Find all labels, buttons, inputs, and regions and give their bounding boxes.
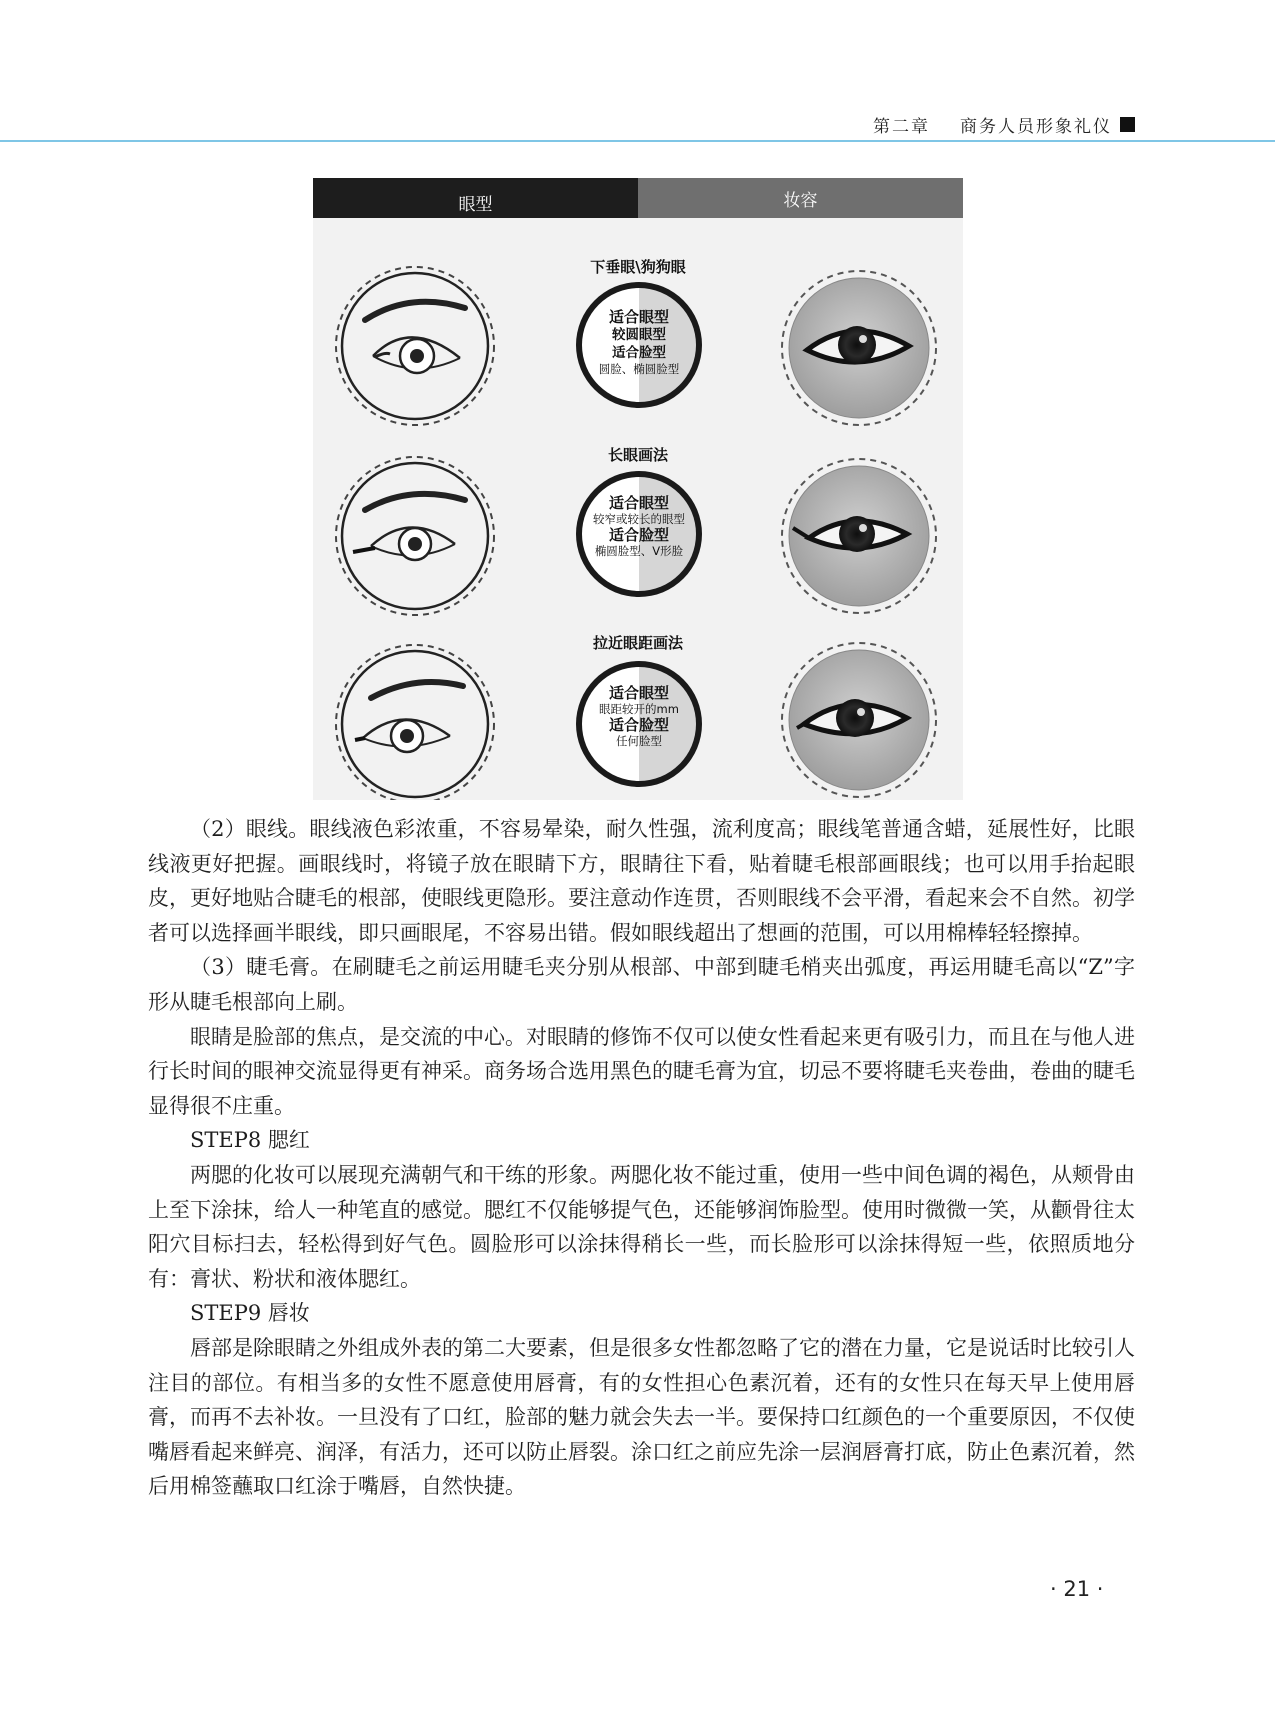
paragraph-eyeliner: （2）眼线。眼线液色彩浓重，不容易晕染，耐久性强，流利度高；眼线笔普通含蜡，延展性好，比眼线液更好把握。画眼线时，将镜子放在眼睛下方，眼睛往下看，贴着睫毛根部画眼线；也可以用手抬起眼皮，更好地贴合睫毛的根部，使眼线更隐形。要注意动作连贯，否则眼线不会平滑，看起来会不自然。初学者可以选择画半眼线，即只画眼尾，不容易出错。假如眼线超出了想画的范围，可以用棉棒轻轻擦掉。 bbox=[148, 817, 1135, 945]
figure-body bbox=[313, 218, 963, 800]
row1-badge-text bbox=[577, 308, 701, 376]
paragraph-lips: 唇部是除眼睛之外组成外表的第二大要素，但是很多女性都忽略了它的潜在力量，它是说话时比较引人注目的部位。有相当多的女性不愿意使用唇膏，有的女性担心色素沉着，还有的女性只在每天早上使用唇膏，而再不去补妆。一旦没有了口红，脸部的魅力就会失去一半。要保持口红颜色的一个重要原因，不仅使嘴唇看起来鲜亮、润泽，有活力，还可以防止唇裂。涂口红之前应先涂一层润唇膏打底，防止色素沉着，然后用棉签蘸取口红涂于嘴唇，自然快捷。 bbox=[148, 1335, 1135, 1499]
row3-sketch-eye bbox=[336, 645, 494, 800]
paragraph-mascara: （3）睫毛膏。在刷睫毛之前运用睫毛夹分别从根部、中部到睫毛梢夹出弧度，再运用睫毛高以“Z”字形从睫毛根部向上刷。 bbox=[148, 955, 1135, 1014]
row2-photo-eye bbox=[782, 459, 936, 613]
row2-face-label: 适合脸型 bbox=[608, 526, 669, 544]
row3-badge-text bbox=[577, 684, 701, 748]
page-number: · 21 · bbox=[1050, 1577, 1104, 1601]
chapter-title: 商务人员形象礼仪 bbox=[960, 117, 1112, 137]
row1-face-value: 圆脸、椭圆脸型 bbox=[598, 362, 680, 376]
header-square-icon bbox=[1120, 117, 1135, 132]
row3-title: 拉近眼距画法 bbox=[592, 634, 683, 652]
running-header bbox=[873, 112, 1135, 137]
figure-header bbox=[313, 178, 963, 218]
chapter-label: 第二章 bbox=[873, 117, 930, 137]
row1-eye-label: 适合眼型 bbox=[608, 308, 669, 326]
row3-eye-value: 眼距较开的mm bbox=[599, 702, 679, 716]
row1-sketch-eye bbox=[336, 267, 494, 425]
row1-photo-eye bbox=[782, 271, 936, 425]
row2-eye-value: 较窄或较长的眼型 bbox=[593, 512, 685, 526]
figure-col-right: 妆容 bbox=[638, 178, 963, 218]
row2-face-value: 椭圆脸型、V形脸 bbox=[594, 544, 684, 558]
row2-badge-text bbox=[577, 494, 701, 558]
header-rule bbox=[0, 140, 1275, 142]
row3-face-label: 适合脸型 bbox=[608, 716, 669, 734]
body-text bbox=[148, 812, 1135, 1504]
figure-col-left: 眼型 bbox=[313, 178, 638, 218]
step8-heading: STEP8 腮红 bbox=[190, 1128, 310, 1153]
row1-eye-value: 较圆眼型 bbox=[612, 327, 666, 343]
paragraph-eye-focus: 眼睛是脸部的焦点，是交流的中心。对眼睛的修饰不仅可以使女性看起来更有吸引力，而且在与他人进行长时间的眼神交流显得更有神采。商务场合选用黑色的睫毛膏为宜，切忌不要将睫毛夹卷曲，卷曲的睫毛显得很不庄重。 bbox=[148, 1024, 1135, 1118]
row2-title: 长眼画法 bbox=[607, 446, 668, 464]
eye-makeup-figure bbox=[313, 178, 963, 800]
row3-face-value: 任何脸型 bbox=[616, 734, 662, 748]
step9-heading: STEP9 唇妆 bbox=[190, 1301, 310, 1326]
paragraph-blush: 两腮的化妆可以展现充满朝气和干练的形象。两腮化妆不能过重，使用一些中间色调的褐色，从颊骨由上至下涂抹，给人一种笔直的感觉。腮红不仅能够提气色，还能够润饰脸型。使用时微微一笑，从颧骨往太阳穴目标扫去，轻松得到好气色。圆脸形可以涂抹得稍长一些，而长脸形可以涂抹得短一些，依照质地分有：膏状、粉状和液体腮红。 bbox=[148, 1162, 1135, 1291]
row2-eye-label: 适合眼型 bbox=[608, 494, 669, 512]
row3-photo-eye bbox=[782, 643, 936, 797]
row2-sketch-eye bbox=[336, 457, 494, 615]
row1-title: 下垂眼\狗狗眼 bbox=[590, 258, 686, 276]
row1-face-label: 适合脸型 bbox=[612, 345, 666, 361]
row3-eye-label: 适合眼型 bbox=[608, 684, 669, 702]
